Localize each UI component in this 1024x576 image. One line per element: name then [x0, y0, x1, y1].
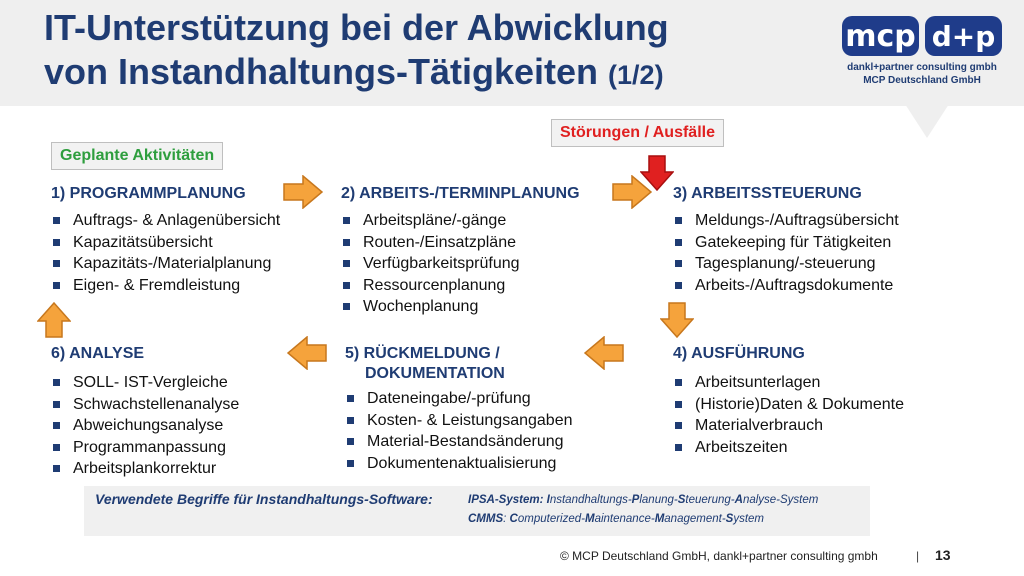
list-item: Meldungs-/Auftragsübersicht [673, 210, 899, 232]
ipsa-word: nalyse-System [742, 494, 819, 506]
ipsa-letter: P [631, 494, 640, 506]
section-title-line-2: DOKUMENTATION [365, 365, 505, 382]
cmms-abbr: CMMS [468, 513, 504, 525]
title-line-2-text: von Instandhaltungs-Tätigkeiten [44, 51, 599, 92]
cmms-definition [468, 513, 764, 525]
arrow-down-red-icon [640, 155, 674, 191]
list-item: Auftrags- & Anlagenübersicht [51, 210, 280, 232]
bullet-list [673, 372, 904, 458]
list-item: Routen-/Einsatzpläne [341, 232, 580, 254]
ipsa-word: nstandhaltungs- [549, 494, 632, 506]
section-work-scheduling [341, 184, 580, 318]
terms-label: Verwendete Begriffe für Instandhaltungs-Software: [95, 491, 433, 507]
section-title: 6) ANALYSE [51, 345, 145, 362]
cmms-letter: C [509, 513, 518, 525]
ipsa-word: lanung- [639, 494, 678, 506]
section-title: 4) AUSFÜHRUNG [673, 345, 805, 362]
bullet-list [341, 210, 580, 318]
logo-subtitle-1: dankl+partner consulting gmbh [847, 62, 997, 73]
list-item: Kosten- & Leistungsangaben [345, 410, 572, 432]
section-analysis [51, 344, 239, 480]
section-title: 3) ARBEITSSTEUERUNG [673, 185, 862, 202]
list-item: Verfügbarkeitsprüfung [341, 253, 580, 275]
list-item: Arbeitszeiten [673, 437, 904, 459]
footer-separator: | [916, 549, 920, 563]
list-item: Schwachstellenanalyse [51, 394, 239, 416]
ipsa-letter: S [677, 494, 686, 506]
list-item: Arbeitsplankorrektur [51, 458, 239, 480]
title-line-2 [44, 50, 669, 97]
list-item: (Historie)Daten & Dokumente [673, 394, 904, 416]
title-part: (1/2) [608, 60, 664, 90]
ipsa-letter: A [734, 494, 743, 506]
failures-tag: Störungen / Ausfälle [551, 119, 724, 147]
planned-activities-tag: Geplante Aktivitäten [51, 142, 223, 170]
ipsa-definition [468, 494, 818, 506]
list-item: Arbeitsunterlagen [673, 372, 904, 394]
list-item: Dokumentenaktualisierung [345, 453, 572, 475]
page-number: 13 [935, 547, 951, 563]
list-item: Gatekeeping für Tätigkeiten [673, 232, 899, 254]
section-title: 2) ARBEITS-/TERMINPLANUNG [341, 185, 580, 202]
section-title-line-1: 5) RÜCKMELDUNG / [345, 345, 500, 362]
bullet-list [673, 210, 899, 296]
arrow-down-icon [660, 302, 694, 338]
list-item: Arbeits-/Auftragsdokumente [673, 275, 899, 297]
cmms-letter: M [654, 513, 665, 525]
list-item: Kapazitäts-/Materialplanung [51, 253, 280, 275]
company-logo [842, 16, 1002, 87]
cmms-colon: : [503, 513, 507, 525]
arrow-left-icon [287, 336, 327, 370]
cmms-word: ystem [733, 513, 764, 525]
logo-dp: d+p [925, 16, 1002, 56]
list-item: Material-Bestandsänderung [345, 431, 572, 453]
header-notch [905, 104, 949, 138]
section-execution [673, 344, 904, 458]
list-item: Eigen- & Fremdleistung [51, 275, 280, 297]
list-item: Materialverbrauch [673, 415, 904, 437]
list-item: Dateneingabe/-prüfung [345, 388, 572, 410]
ipsa-letter: I [546, 494, 550, 506]
cmms-word: omputerized- [517, 513, 585, 525]
list-item: Kapazitätsübersicht [51, 232, 280, 254]
footer-copyright: © MCP Deutschland GmbH, dankl+partner consulting gmbh [560, 549, 878, 563]
arrow-up-icon [37, 302, 71, 338]
list-item: Abweichungsanalyse [51, 415, 239, 437]
list-item: Tagesplanung/-steuerung [673, 253, 899, 275]
cmms-word: anagement- [664, 513, 726, 525]
list-item: Wochenplanung [341, 296, 580, 318]
section-work-control [673, 184, 899, 296]
logo-subtitle-2: MCP Deutschland GmbH [863, 75, 981, 86]
page-title [44, 6, 669, 97]
title-line-1: IT-Unterstützung bei der Abwicklung [44, 7, 669, 48]
list-item: Arbeitspläne/-gänge [341, 210, 580, 232]
cmms-letter: S [725, 513, 734, 525]
bullet-list [51, 372, 239, 480]
ipsa-word: teuerung- [685, 494, 735, 506]
cmms-letter: M [584, 513, 595, 525]
arrow-right-icon [283, 175, 323, 209]
logo-mcp: mcp [842, 16, 919, 56]
bullet-list [345, 388, 572, 474]
section-program-planning [51, 184, 280, 296]
section-feedback-documentation [345, 344, 572, 474]
ipsa-abbr: IPSA-System: [468, 494, 544, 506]
arrow-left-icon [584, 336, 624, 370]
list-item: Programmanpassung [51, 437, 239, 459]
cmms-word: aintenance- [594, 513, 655, 525]
list-item: SOLL- IST-Vergleiche [51, 372, 239, 394]
bullet-list [51, 210, 280, 296]
section-title: 1) PROGRAMMPLANUNG [51, 185, 246, 202]
list-item: Ressourcenplanung [341, 275, 580, 297]
